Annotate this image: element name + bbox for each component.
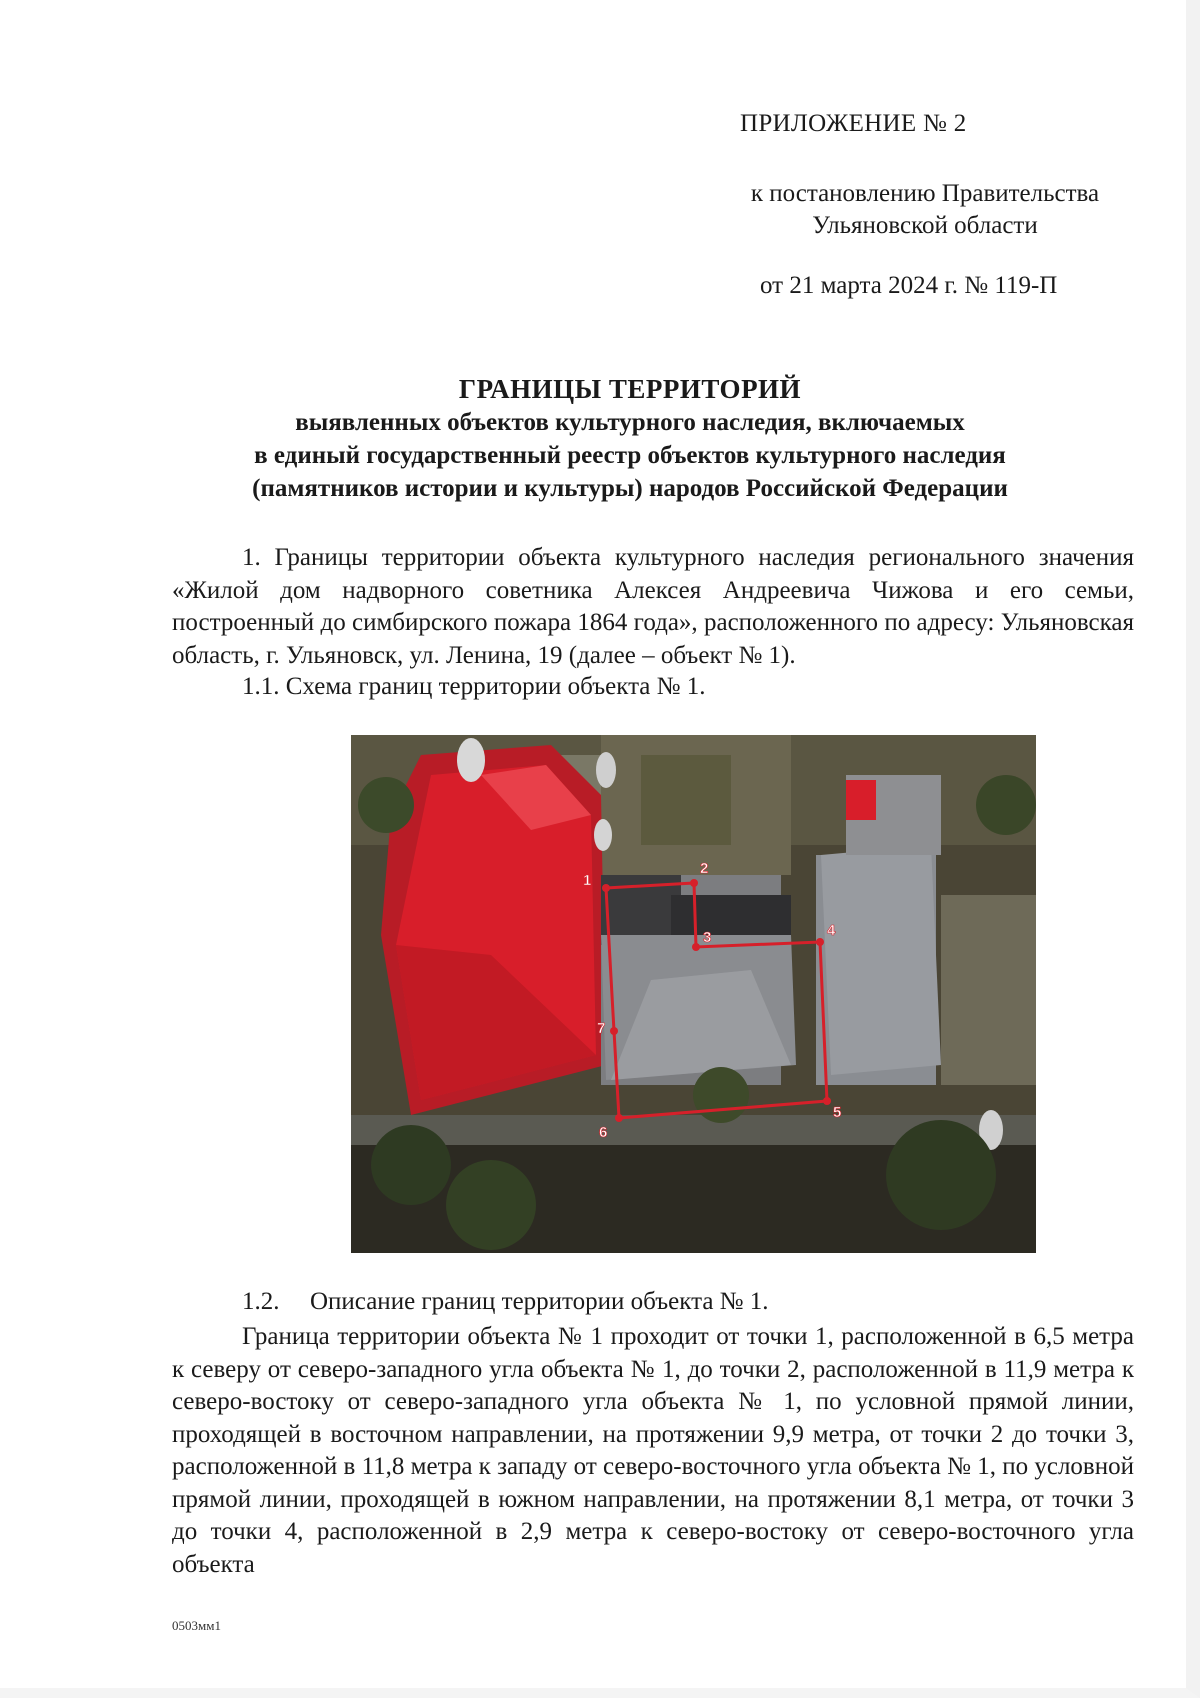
appendix-label: ПРИЛОЖЕНИЕ № 2 [740, 110, 967, 137]
decree-reference-line2: Ульяновской области [812, 212, 1038, 239]
section-1-1-heading: 1.1. Схема границ территории объекта № 1. [242, 673, 706, 700]
point-label-4: 4 [827, 922, 836, 939]
section-1-2-title: Описание границ территории объекта № 1. [310, 1288, 769, 1315]
point-label-2: 2 [700, 860, 709, 877]
document-title [150, 372, 1110, 505]
point-label-5: 5 [833, 1104, 842, 1121]
boundary-scheme-map [351, 735, 1036, 1253]
point-label-7: 7 [597, 1020, 606, 1037]
point-label-3: 3 [703, 929, 712, 946]
decree-reference-line1: к постановлению Правительства [750, 180, 1100, 207]
point-label-6: 6 [599, 1124, 608, 1141]
title-line-2: в единый государственный реестр объектов культурного наследия [254, 442, 1006, 469]
satellite-image [351, 735, 1036, 1253]
point-label-1: 1 [583, 872, 592, 889]
section-1-2-description: Граница территории объекта № 1 проходит от точки 1, расположенной в 6,5 метра к северу от северо-западного угла объекта № 1, до точки 2, расположенной в 11,9 метра к северо-востоку от северо-западного угла объекта № 1, по условной прямой линии, проходящей в восточном направлении, на протяжении 9,9 метра, от точки 2 до точки 3, расположенной в 11,8 метра к западу от северо-восточного угла объекта № 1, по условной прямой линии, проходящей в южном направлении, на протяжении 8,1 метра, от точки 3 до точки 4, расположенной в 2,9 метра к северо-востоку от северо-восточного угла объекта [172, 1323, 1134, 1578]
title-main: ГРАНИЦЫ ТЕРРИТОРИЙ [458, 374, 802, 404]
decree-date: от 21 марта 2024 г. № 119-П [760, 272, 1058, 299]
footer-code: 0503мм1 [172, 1618, 221, 1633]
section-1-2-heading [172, 1286, 1134, 1319]
decree-reference [700, 178, 1150, 242]
section-1-2-number: 1.2. [242, 1288, 280, 1315]
section-1-paragraph: 1. Границы территории объекта культурного наследия регионального значения «Жилой дом надворного советника Алексея Андреевича Чижова и его семьи, построенный до симбирского пожара 1864 года», расположенного по адресу: Ульяновская область, г. Ульяновск, ул. Ленина, 19 (далее – объект № 1). [172, 544, 1134, 669]
title-line-3: (памятников истории и культуры) народов Российской Федерации [252, 475, 1008, 502]
title-line-1: выявленных объектов культурного наследия, включаемых [295, 409, 965, 436]
